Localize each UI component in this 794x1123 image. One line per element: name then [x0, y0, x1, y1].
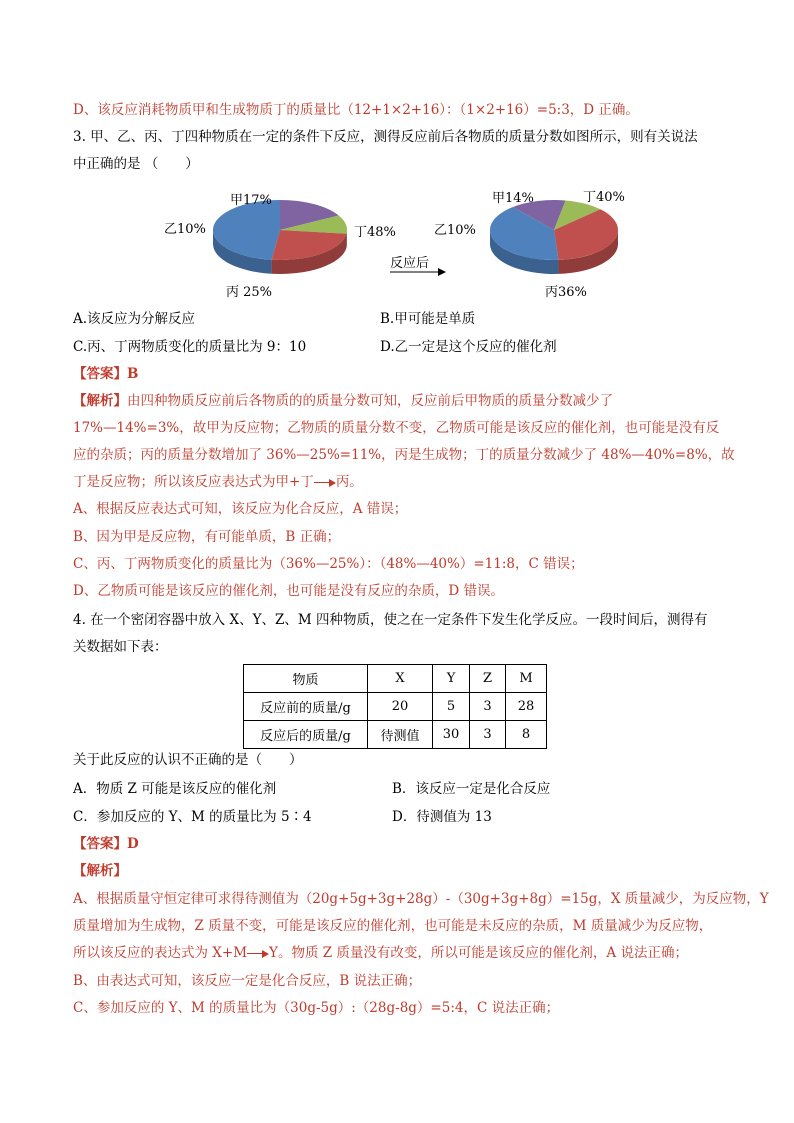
q4-explanation-3: 所以该反应的表达式为 X+M Y。物质 Z 质量没有改变，所以可能是该反应的催化剂，A 说法正确；: [73, 945, 688, 961]
pie-label-乙: 乙10%: [164, 222, 206, 237]
pie-label-甲: 甲17%: [230, 193, 272, 208]
pie-label-丙: 丙 25%: [226, 285, 273, 300]
table-cell: Z: [470, 665, 506, 693]
answer-tag: 【答案】: [73, 836, 127, 852]
pie-label-甲: 甲14%: [492, 191, 534, 206]
explanation-tag: 【解析】: [73, 863, 127, 879]
pie-label-丙: 丙36%: [545, 285, 587, 300]
pie-chart-before: [213, 200, 347, 274]
pie-label-丁: 丁40%: [583, 190, 625, 205]
table-cell: 20: [368, 693, 433, 721]
q3-explanation-3: 应的杂质；丙的质量分数增加了 36%—25%=11%，丙是生成物；丁的质量分数减少了 48%—40%=8%，故: [73, 447, 735, 463]
q4-explanation-b: B、由表达式可知，该反应一定是化合反应，B 说法正确；: [73, 973, 422, 989]
q3-answer: [73, 364, 138, 384]
q3-explanation-4: 丁是反应物；所以该反应表达式为甲+丁 丙。: [73, 474, 363, 490]
pie-label-丁: 丁48%: [354, 225, 396, 240]
question-4-ask: 关于此反应的认识不正确的是（ ）: [73, 752, 303, 768]
q4-explanation-tag: [73, 861, 127, 881]
q4-explanation-2: 质量增加为生成物，Z 质量不变，可能是该反应的催化剂，也可能是未反应的杂质，M 质量减少为反应物，: [73, 918, 713, 934]
table-cell: 3: [470, 721, 506, 749]
q4-explanation-1: A、根据质量守恒定律可求得待测值为（20g+5g+3g+28g）-（30g+3g+8g）=15g，X 质量减少，为反应物，Y: [73, 891, 769, 907]
reaction-arrow-icon: [247, 949, 269, 959]
q3-option-d: D.乙一定是这个反应的催化剂: [380, 339, 557, 355]
table-cell: 待测值: [368, 721, 433, 749]
explanation-tag: 【解析】: [73, 393, 127, 409]
table-cell: M: [506, 665, 547, 693]
pie-chart-after: [490, 200, 618, 274]
reaction-arrow-icon: [314, 478, 336, 488]
q3-option-b: B.甲可能是单质: [380, 311, 476, 327]
table-cell: 3: [470, 693, 506, 721]
table-cell: 30: [433, 721, 470, 749]
q3-explanation-d: D、乙物质可能是该反应的催化剂，也可能是没有反应的杂质，D 错误。: [73, 583, 504, 599]
q4-answer: [73, 834, 139, 854]
table-row: [244, 721, 547, 749]
pie-label-乙: 乙10%: [434, 223, 476, 238]
q3-explanation-b: B、因为甲是反应物，有可能单质，B 正确；: [73, 529, 341, 545]
table-cell: 5: [433, 693, 470, 721]
table-cell: 反应前的质量/g: [244, 693, 368, 721]
question-3-stem: 3. 甲、乙、丙、丁四种物质在一定的条件下反应，测得反应前后各物质的质量分数如图所示，则有关说法: [73, 129, 698, 145]
answer-line-d: D、该反应消耗物质甲和生成物质丁的质量比（12+1×2+16）：（1×2+16）=5:3，D 正确。: [73, 102, 639, 118]
q3-option-c: C.丙、丁两物质变化的质量比为 9：10: [73, 339, 307, 355]
answer-tag: 【答案】: [73, 366, 127, 382]
q4-option-d: D．待测值为 13: [392, 809, 492, 825]
q4-option-b: B．该反应一定是化合反应: [392, 781, 551, 797]
table-cell: 反应后的质量/g: [244, 721, 368, 749]
answer-value: D: [127, 836, 139, 852]
question-4-stem: 4. 在一个密闭容器中放入 X、Y、Z、M 四种物质，使之在一定条件下发生化学反应。一段时间后，测得有: [73, 612, 708, 628]
table-cell: 物质: [244, 665, 368, 693]
q4-explanation-c: C、参加反应的 Y、M 的质量比为（30g-5g）:（28g-8g）=5:4，C 说法正确；: [73, 1000, 560, 1016]
q3-explanation-1: 【解析】由四种物质反应前后各物质的的质量分数可知，反应前后甲物质的质量分数减少了: [73, 393, 613, 409]
q3-option-a: A.该反应为分解反应: [73, 311, 196, 327]
q4-option-c: C．参加反应的 Y、M 的质量比为 5∶4: [73, 809, 312, 825]
question-3-stem-cont: 中正确的是 （ ）: [73, 156, 199, 172]
table-cell: 28: [506, 693, 547, 721]
data-table: [243, 664, 547, 749]
pie-charts-figure: [150, 180, 650, 305]
q4-option-a: A．物质 Z 可能是该反应的催化剂: [73, 781, 277, 797]
q3-explanation-a: A、根据反应表达式可知，该反应为化合反应，A 错误；: [73, 501, 408, 517]
table-cell: X: [368, 665, 433, 693]
table-header-row: [244, 665, 547, 693]
table-cell: 8: [506, 721, 547, 749]
arrow-label: 反应后: [390, 256, 430, 271]
question-4-stem-cont: 关数据如下表：: [73, 639, 168, 655]
q3-explanation-c: C、丙、丁两物质变化的质量比为（36%—25%）：（48%—40%）=11:8，C 错误；: [73, 556, 584, 572]
table-row: [244, 693, 547, 721]
answer-value: B: [127, 366, 139, 382]
table-cell: Y: [433, 665, 470, 693]
q3-explanation-2: 17%—14%=3%，故甲为反应物；乙物质的质量分数不变，乙物质可能是该反应的催化剂，也可能是没有反: [73, 420, 720, 436]
